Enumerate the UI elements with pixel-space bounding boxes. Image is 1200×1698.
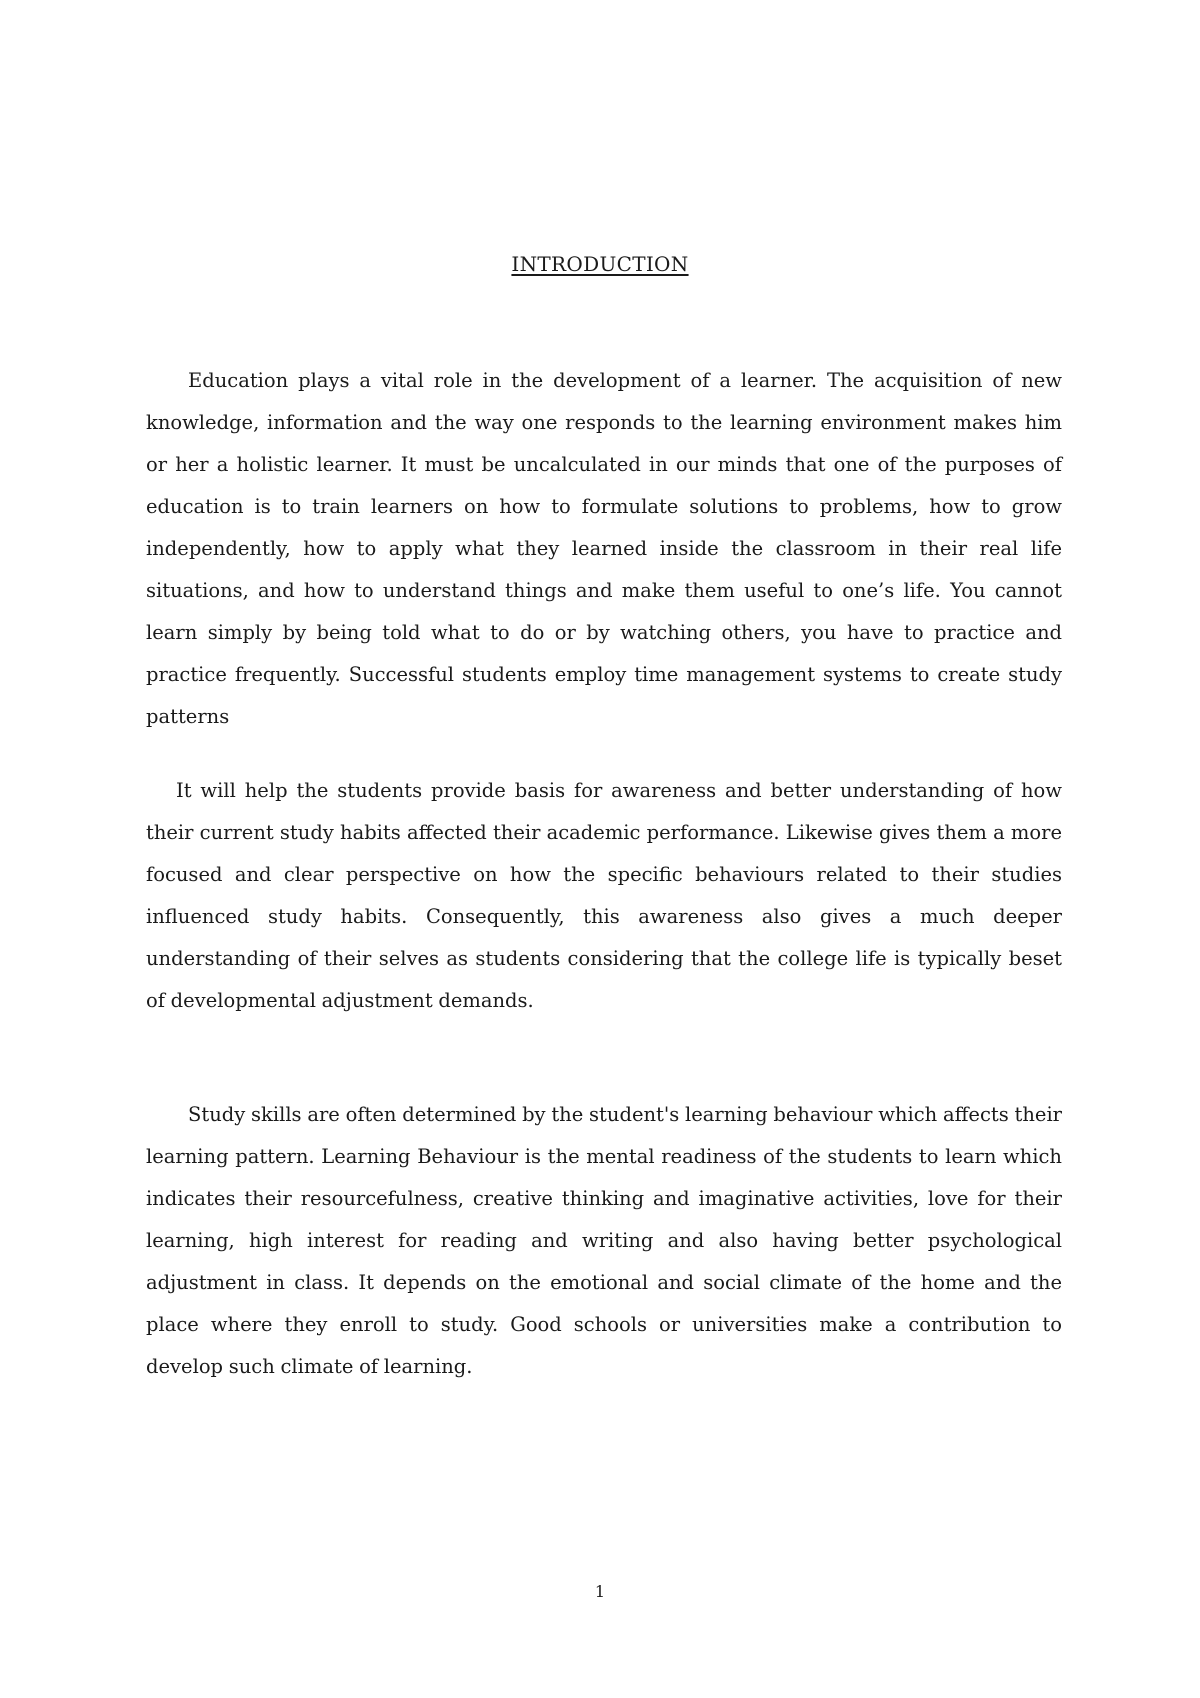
page-number: 1 (594, 1582, 606, 1601)
paragraph-education-role: Education plays a vital role in the development of a learner. The acquisition of new knowledge, information and the way one responds to the learning environment makes him or her a holistic learner. It must be uncalculated in our minds that one of the purposes of education is to train learners on how to formulate solutions to problems, how to grow independently, how to apply what they learned inside the classroom in their real life situations, and how to understand things and make them useful to one’s life. You cannot learn simply by being told what to do or by watching others, you have to practice and practice frequently. Successful students employ time management systems to create study patterns (146, 369, 1062, 728)
paragraph-study-habits-awareness: It will help the students provide basis for awareness and better understanding of how their current study habits affected their academic performance. Likewise gives them a more focused and clear perspective on how the specific behaviours related to their studies influenced study habits. Consequently, this awareness also gives a much deeper understanding of their selves as students considering that the college life is typically beset of developmental adjustment demands. (146, 779, 1062, 1012)
section-title: INTRODUCTION (511, 252, 689, 276)
paragraph-learning-behaviour: Study skills are often determined by the student's learning behaviour which affects their learning pattern. Learning Behaviour is the mental readiness of the students to learn which indicates their resourcefulness, creative thinking and imaginative activities, love for their learning, high interest for reading and writing and also having better psychological adjustment in class. It depends on the emotional and social climate of the home and the place where they enroll to study. Good schools or universities make a contribution to develop such climate of learning. (146, 1103, 1062, 1378)
